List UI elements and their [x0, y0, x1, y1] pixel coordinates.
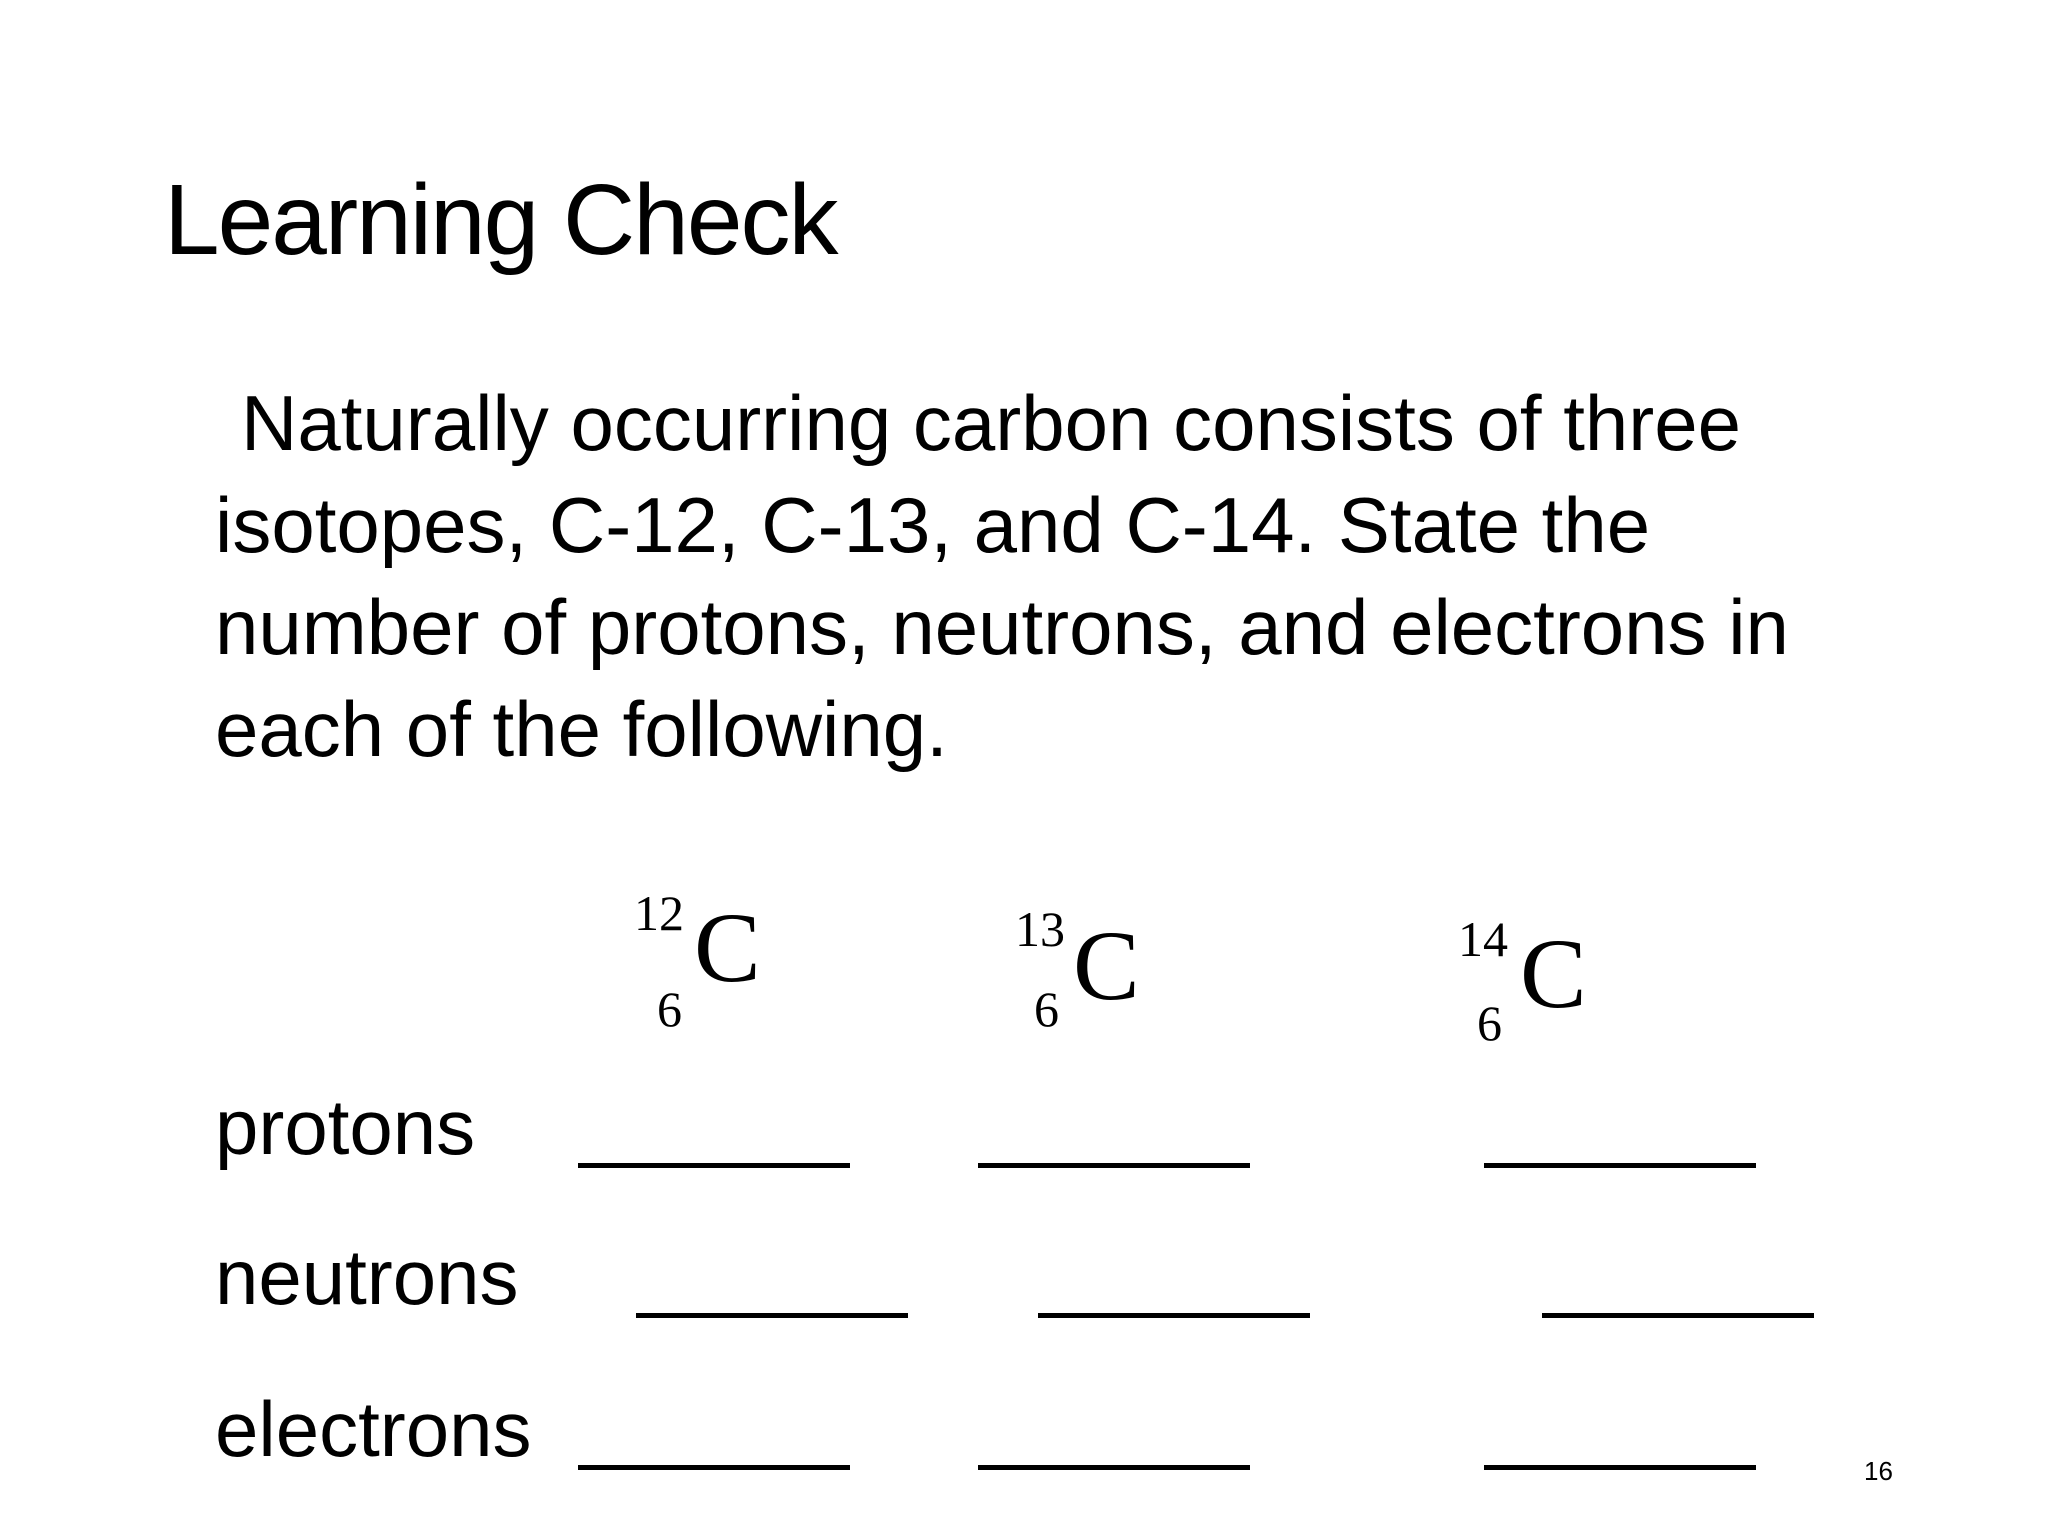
- row-label-protons: protons: [215, 1083, 476, 1171]
- slide-title: Learning Check: [164, 164, 837, 276]
- isotope-mass-number: 13: [1015, 901, 1065, 957]
- answer-blank: [978, 1465, 1250, 1470]
- isotope-symbol: C: [1520, 918, 1587, 1029]
- answer-blank: [1542, 1313, 1814, 1318]
- row-label-electrons: electrons: [215, 1385, 532, 1473]
- answer-blank: [1484, 1163, 1756, 1168]
- isotope-mass-number: 12: [634, 885, 684, 941]
- question-text: Naturally occurring carbon consists of three isotopes, C-12, C-13, and C-14. State the number of protons, neutrons, and electrons in each of the following.: [215, 379, 1789, 773]
- answer-blank: [578, 1465, 850, 1470]
- answer-blank: [636, 1313, 908, 1318]
- isotope-atomic-number: 6: [1477, 995, 1502, 1051]
- answer-blank: [1038, 1313, 1310, 1318]
- row-label-neutrons: neutrons: [215, 1233, 519, 1321]
- isotope-symbol: C: [694, 892, 761, 1003]
- page-number: 16: [1864, 1456, 1893, 1486]
- isotope-mass-number: 14: [1458, 911, 1508, 967]
- isotope-symbol: C: [1073, 910, 1140, 1021]
- answer-blank: [1484, 1465, 1756, 1470]
- isotope-atomic-number: 6: [1034, 981, 1059, 1037]
- answer-blank: [978, 1163, 1250, 1168]
- answer-blank: [578, 1163, 850, 1168]
- isotope-atomic-number: 6: [657, 981, 682, 1037]
